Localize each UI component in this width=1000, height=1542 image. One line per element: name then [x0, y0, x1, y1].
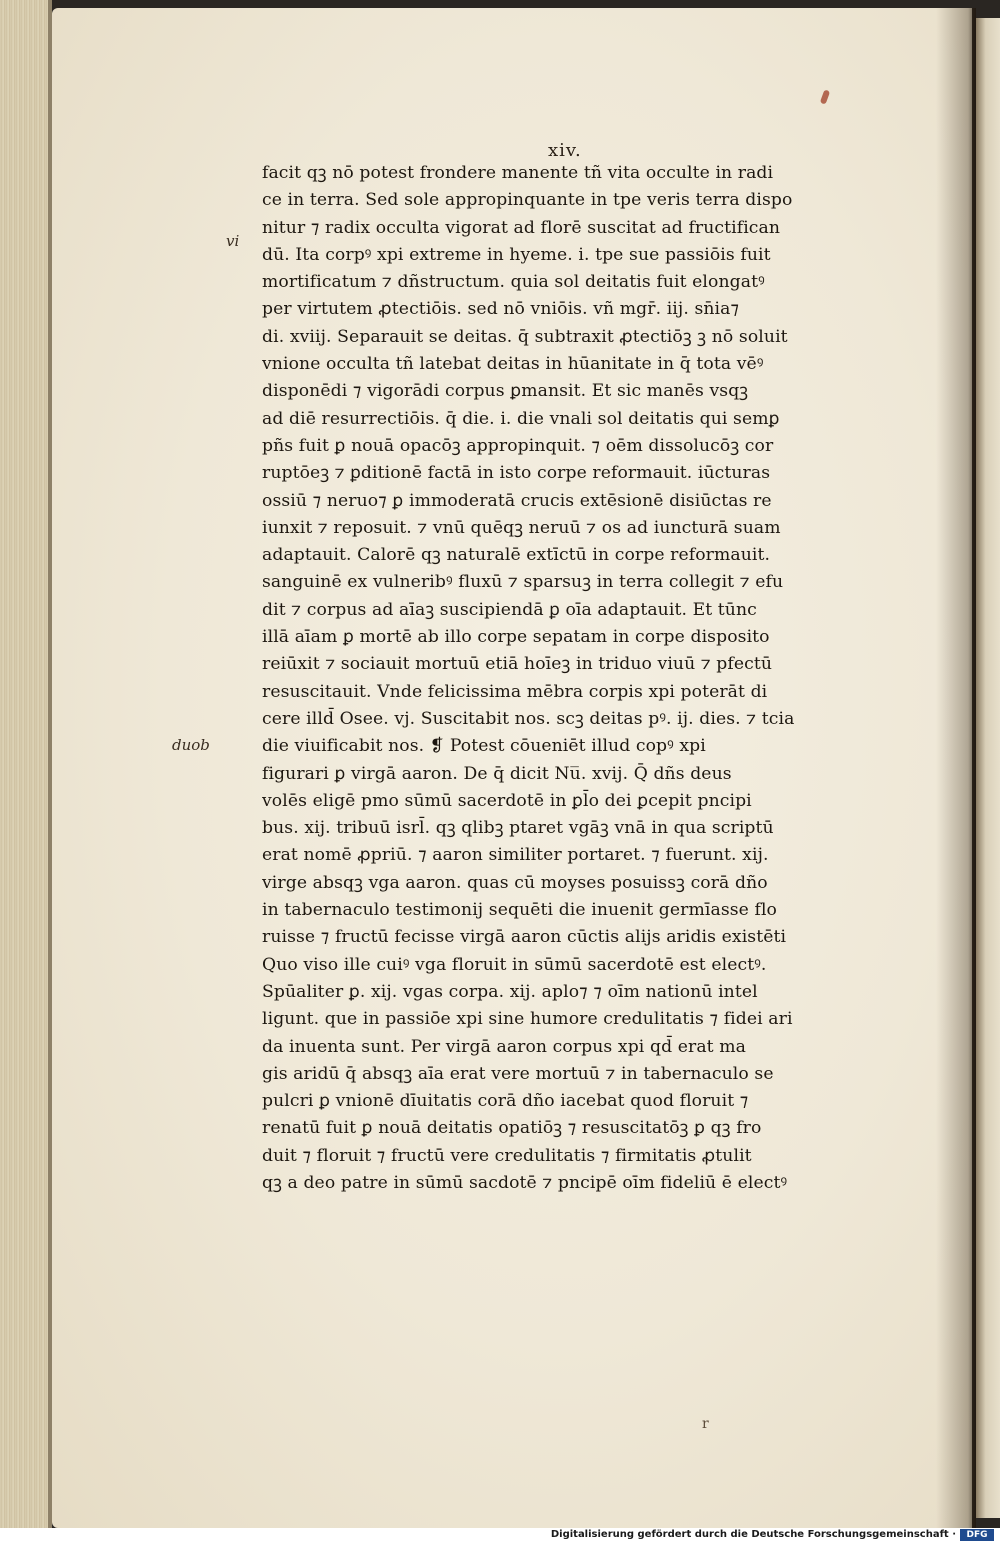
page-gutter-shadow	[936, 8, 976, 1528]
text-line: volēs eligē pmo sūmū sacerdotē in ꝑl̄o dei ꝑcepit pncipi	[262, 790, 752, 811]
text-line: ruisse ⁊ fructū fecisse virgā aaron cūctis alijs aridis existēti	[262, 927, 787, 948]
text-line: Quo viso ille cuiꝰ vga floruit in sūmū sacerdotē est electꝰ.	[262, 954, 767, 975]
bottom-mark: r	[702, 1416, 709, 1432]
text-line: Spūaliter ꝑ. xij. vgas corpa. xij. aplo⁊ ⁊ oīm nationū intel	[262, 981, 758, 1002]
text-line: renatū fuit ꝑ nouā deitatis opatiōꝫ ⁊ resuscitatōꝫ ꝑ qꝫ fro	[262, 1118, 762, 1139]
text-line: pulcri ꝑ vnionē dīuitatis corā dño iacebat quod floruit ⁊	[262, 1091, 749, 1112]
text-line: vnione occulta tñ latebat deitas in hūanitate in q̄ tota vēꝰ	[262, 354, 764, 375]
text-line: dit ⁊ corpus ad aīaꝫ suscipiendā ꝑ oīa adaptauit. Et tūnc	[262, 599, 757, 620]
text-line: illā aīam ꝑ mortē ab illo corpe sepatam in corpe disposito	[262, 627, 770, 648]
dfg-logo: DFG	[960, 1529, 994, 1541]
text-block	[262, 160, 902, 1197]
margin-note: vi	[226, 232, 240, 250]
folio-number: xiv.	[548, 140, 582, 161]
footer-bar	[0, 1528, 1000, 1542]
text-line: ligunt. que in passiōe xpi sine humore credulitatis ⁊ fidei ari	[262, 1009, 793, 1030]
text-line: virge absqꝫ vga aaron. quas cū moyses posuissꝫ corā dño	[262, 872, 768, 893]
text-line: sanguinē ex vulneribꝰ fluxū ⁊ sparsuꝫ in terra collegit ⁊ efu	[262, 572, 784, 593]
text-line: iunxit ⁊ reposuit. ⁊ vnū quēqꝫ neruū ⁊ os ad iuncturā suam	[262, 517, 781, 538]
text-line: erat nomē ꝓpriū. ⁊ aaron similiter portaret. ⁊ fuerunt. xij.	[262, 845, 769, 866]
text-line: figurari ꝑ virgā aaron. De q̄ dicit Nu̅. xvij. Q̄ dñs deus	[262, 763, 732, 784]
text-line: in tabernaculo testimonij sequēti die inuenit germīasse flo	[262, 900, 777, 921]
text-line: disponēdi ⁊ vigorādi corpus ꝑmansit. Et sic manēs vsqꝫ	[262, 381, 749, 402]
text-line: ruptōeꝫ ⁊ ꝑditionē factā in isto corpe reformauit. iūcturas	[262, 463, 771, 484]
text-line: cere illd̄ Osee. vj. Suscitabit nos. scꝫ deitas pꝰ. ij. dies. ⁊ tcia	[262, 708, 795, 729]
text-line: qꝫ a deo patre in sūmū sacdotē ⁊ pncipē oīm fideliū ē electꝰ	[262, 1172, 788, 1193]
text-line: pñs fuit ꝑ nouā opacōꝫ appropinquit. ⁊ oēm dissolucōꝫ cor	[262, 435, 774, 456]
margin-note: duob	[172, 736, 210, 754]
text-line: da inuenta sunt. Per virgā aaron corpus xpi qd̄ erat ma	[262, 1036, 746, 1057]
text-line: facit qꝫ nō potest frondere manente tñ vita occulte in radi	[262, 163, 774, 183]
text-line: ce in terra. Sed sole appropinquante in tpe veris terra dispo	[262, 190, 793, 211]
text-line: reiūxit ⁊ sociauit mortuū etiā hoīeꝫ in triduo viuū ⁊ pfectū	[262, 654, 773, 675]
text-line: mortificatum ⁊ dñstructum. quia sol deitatis fuit elongatꝰ	[262, 272, 765, 293]
text-line: resuscitauit. Vnde felicissima mēbra corpis xpi poterāt di	[262, 681, 768, 702]
footer-credit: Digitalisierung gefördert durch die Deutsche Forschungsgemeinschaft ·	[550, 1529, 956, 1540]
text-line: duit ⁊ floruit ⁊ fructū vere credulitatis ⁊ firmitatis ꝓtulit	[262, 1145, 752, 1166]
text-line: nitur ⁊ radix occulta vigorat ad florē suscitat ad fructifican	[262, 217, 781, 238]
book-edge	[0, 0, 52, 1528]
text-line: gis aridū q̄ absqꝫ aīa erat vere mortuū ⁊ in tabernaculo se	[262, 1063, 774, 1084]
facing-page-edge	[976, 18, 1000, 1518]
text-line: die viuificabit nos. ❡ Potest cōueniēt illud copꝰ xpi	[262, 736, 706, 757]
text-line: adaptauit. Calorē qꝫ naturalē extīctū in corpe reformauit.	[262, 545, 771, 566]
text-line: ad diē resurrectiōis. q̄ die. i. die vnali sol deitatis qui semꝑ	[262, 408, 780, 429]
text-line: bus. xij. tribuū isrl̄. qꝫ qlibꝫ ptaret vgāꝫ vnā in qua scriptū	[262, 818, 774, 839]
text-line: ossiū ⁊ neruo⁊ ꝑ immoderatā crucis extēsionē disiūctas re	[262, 490, 772, 511]
text-line: per virtutem ꝓtectiōis. sed nō vniōis. vñ mgr̄. iij. sn̄ia⁊	[262, 299, 740, 320]
text-line: di. xviij. Separauit se deitas. q̄ subtraxit ꝓtectiōꝫ ꝫ nō soluit	[262, 326, 788, 347]
text-line: dū. Ita corpꝰ xpi extreme in hyeme. i. tpe sue passiōis fuit	[262, 244, 771, 265]
